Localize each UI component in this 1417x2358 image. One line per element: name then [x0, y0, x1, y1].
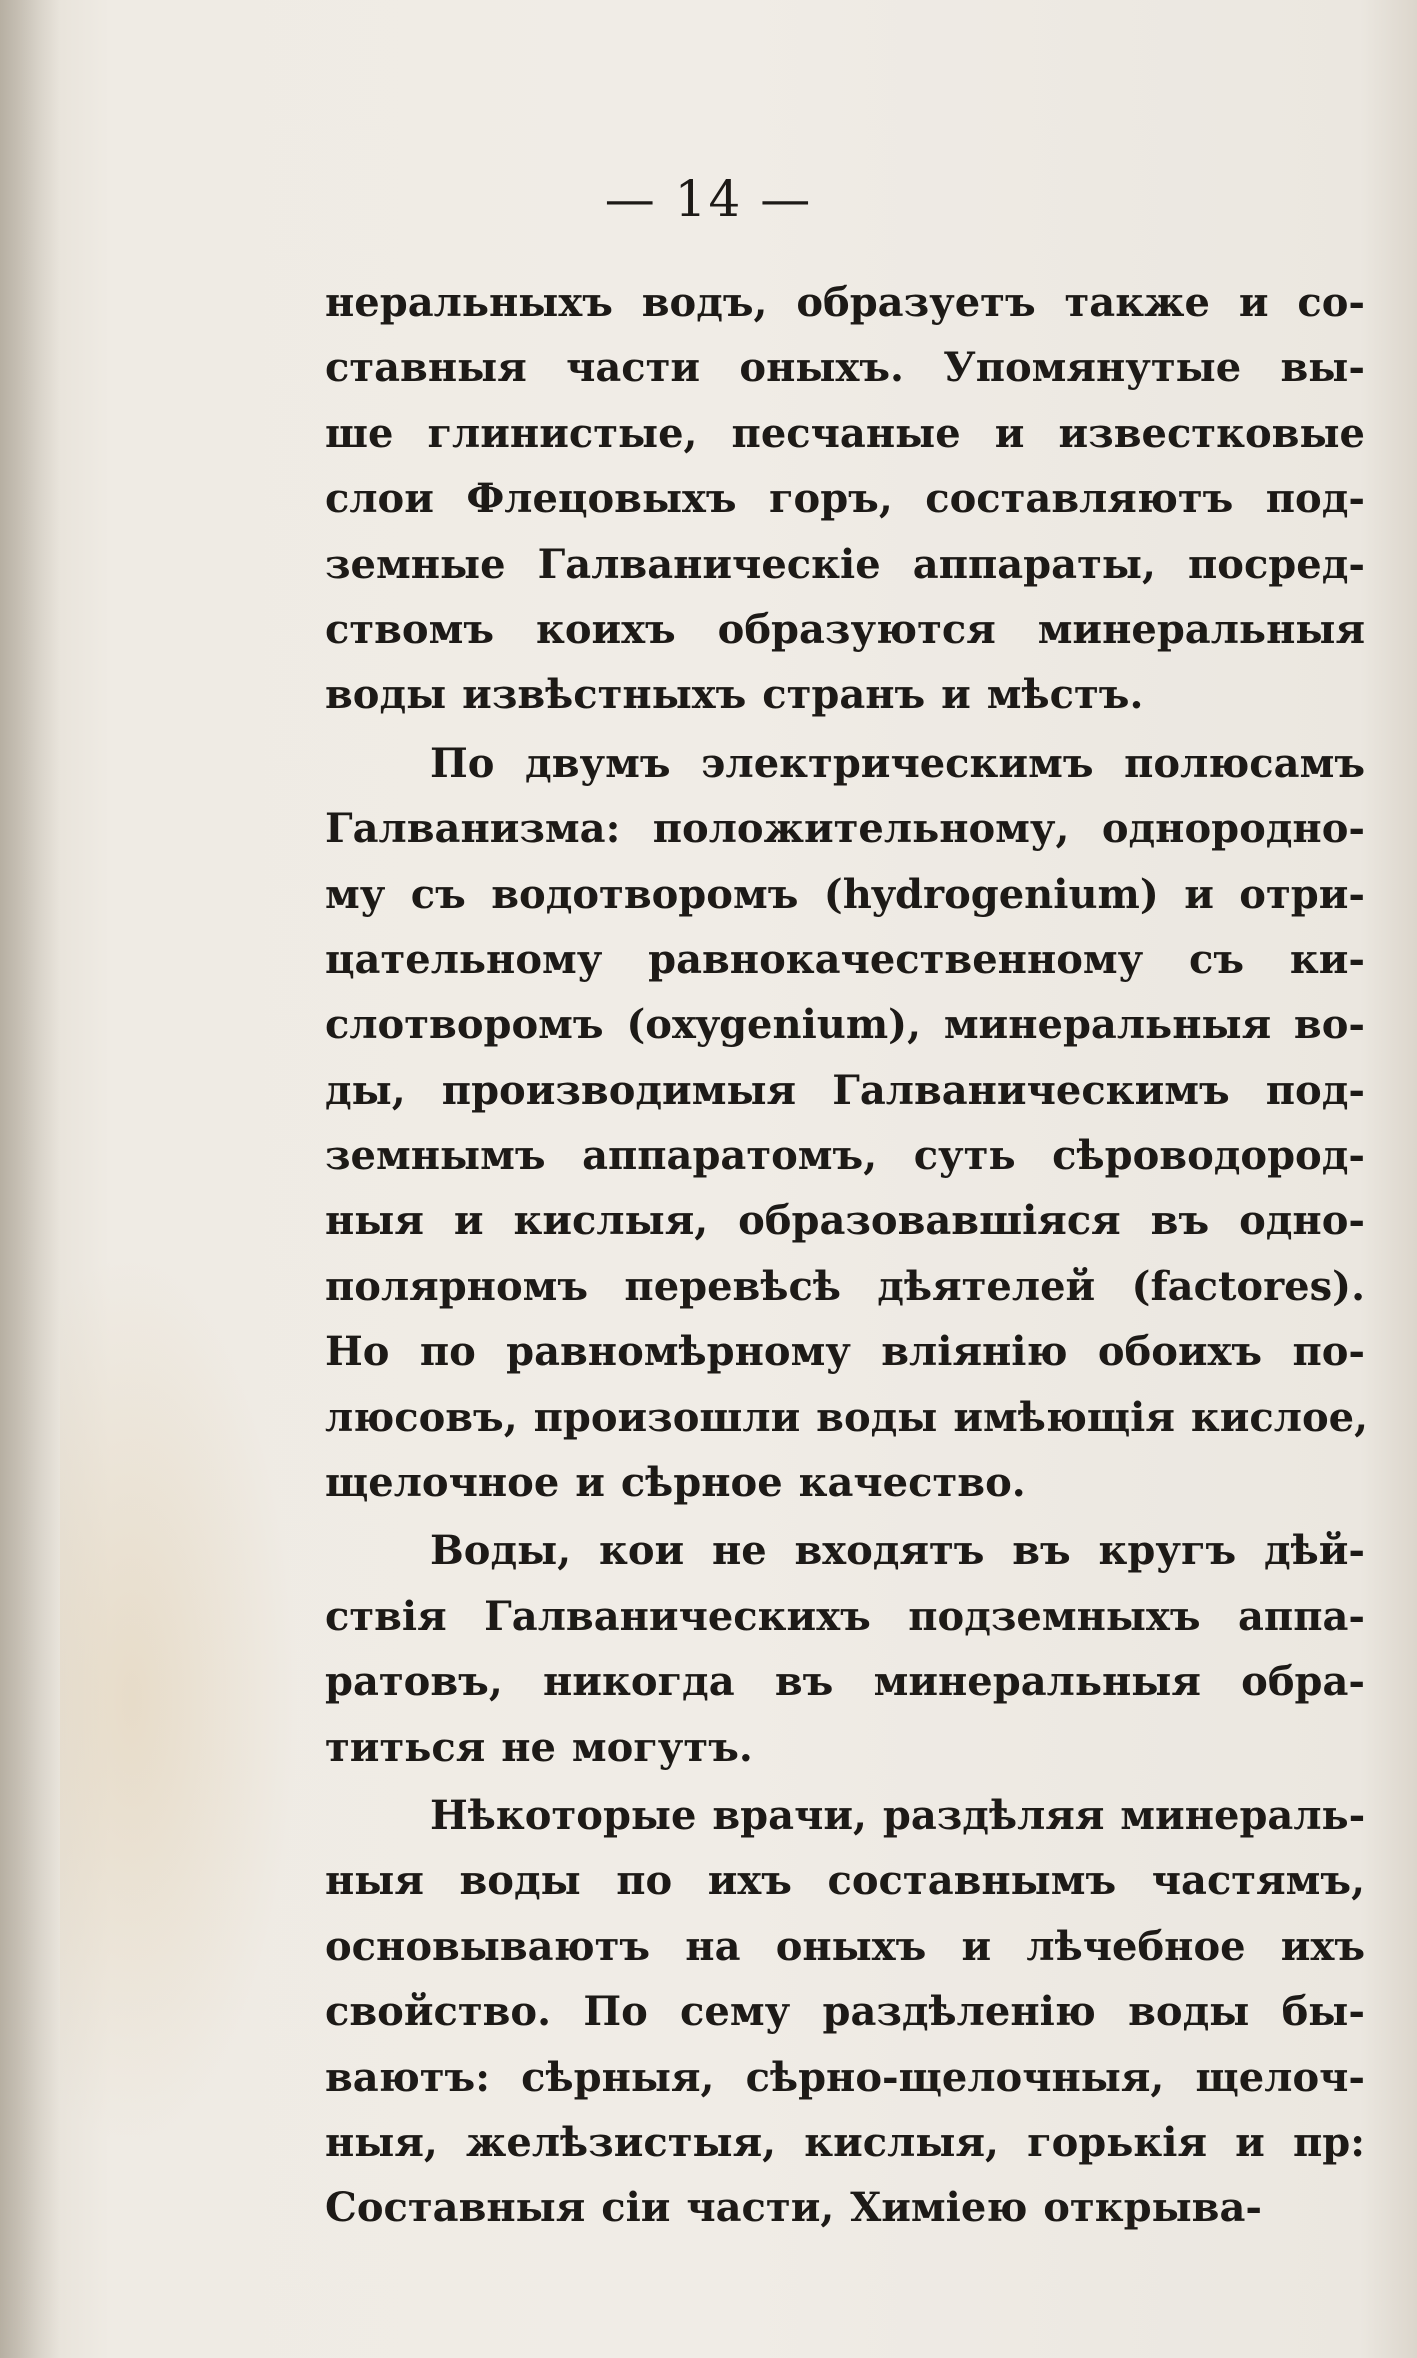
text-line: Воды, кои не входятъ въ кругъ дѣй-: [430, 1527, 1365, 1575]
paragraph: [325, 731, 1368, 1516]
text-line: слои Флецовыхъ горъ, составляютъ под-: [325, 475, 1365, 523]
text-line: ратовъ, никогда въ минеральныя обра-: [325, 1658, 1365, 1706]
text-line: Нѣкоторые врачи, раздѣляя минераль-: [430, 1791, 1366, 1839]
paragraph: [325, 1518, 1365, 1780]
text-line: ныя, желѣзистыя, кислыя, горькія и пр:: [325, 2118, 1365, 2166]
text-line: свойство. По сему раздѣленію воды бы-: [325, 1988, 1365, 2036]
text-line: ды, производимыя Галваническимъ под-: [325, 1066, 1365, 1114]
text-line: цательному равнокачественному съ ки-: [325, 935, 1365, 983]
text-line: ныя воды по ихъ составнымъ частямъ,: [325, 1857, 1365, 1905]
body-text: [325, 270, 1368, 2241]
text-line: земнымъ аппаратомъ, суть сѣроводород-: [325, 1132, 1365, 1180]
text-line: воды извѣстныхъ странъ и мѣстъ.: [325, 671, 1144, 719]
text-line: полярномъ перевѣсѣ дѣятелей (factores).: [325, 1262, 1365, 1310]
page-number: — 14 —: [604, 170, 813, 228]
text-line: му съ водотворомъ (hydrogenium) и отри-: [325, 870, 1365, 918]
text-line: ставныя части оныхъ. Упомянутые вы-: [325, 344, 1365, 392]
text-line: Составныя сіи части, Химіею открыва-: [325, 2184, 1262, 2232]
page-gutter-shadow: [0, 0, 60, 2358]
text-line: ваютъ: сѣрныя, сѣрно-щелочныя, щелоч-: [325, 2053, 1365, 2101]
text-line: Но по равномѣрному вліянію обоихъ по-: [325, 1328, 1365, 1376]
text-line: неральныхъ водъ, образуетъ также и со-: [325, 279, 1365, 326]
paper-stain: [60, 1250, 300, 2150]
text-line: Галванизма: положительному, однородно-: [325, 805, 1365, 853]
text-line: основываютъ на оныхъ и лѣчебное ихъ: [325, 1922, 1365, 1970]
text-line: По двумъ электрическимъ полюсамъ: [430, 739, 1365, 787]
text-line: ше глинистые, песчаные и известковые: [325, 409, 1365, 457]
paragraph: [325, 270, 1365, 728]
text-line: люсовъ, произошли воды имѣющія кислое,: [325, 1393, 1368, 1441]
text-line: ствомъ коихъ образуются минеральныя: [325, 605, 1365, 653]
text-line: земные Галваническіе аппараты, посред-: [325, 540, 1365, 588]
text-line: титься не могутъ.: [325, 1723, 753, 1771]
text-line: щелочное и сѣрное качество.: [325, 1459, 1026, 1507]
paragraph: [325, 1783, 1365, 2241]
text-line: ныя и кислыя, образовавшіяся въ одно-: [325, 1197, 1365, 1245]
text-line: слотворомъ (oxygenium), минеральныя во-: [325, 1001, 1365, 1049]
text-line: ствія Галваническихъ подземныхъ аппа-: [325, 1592, 1365, 1640]
